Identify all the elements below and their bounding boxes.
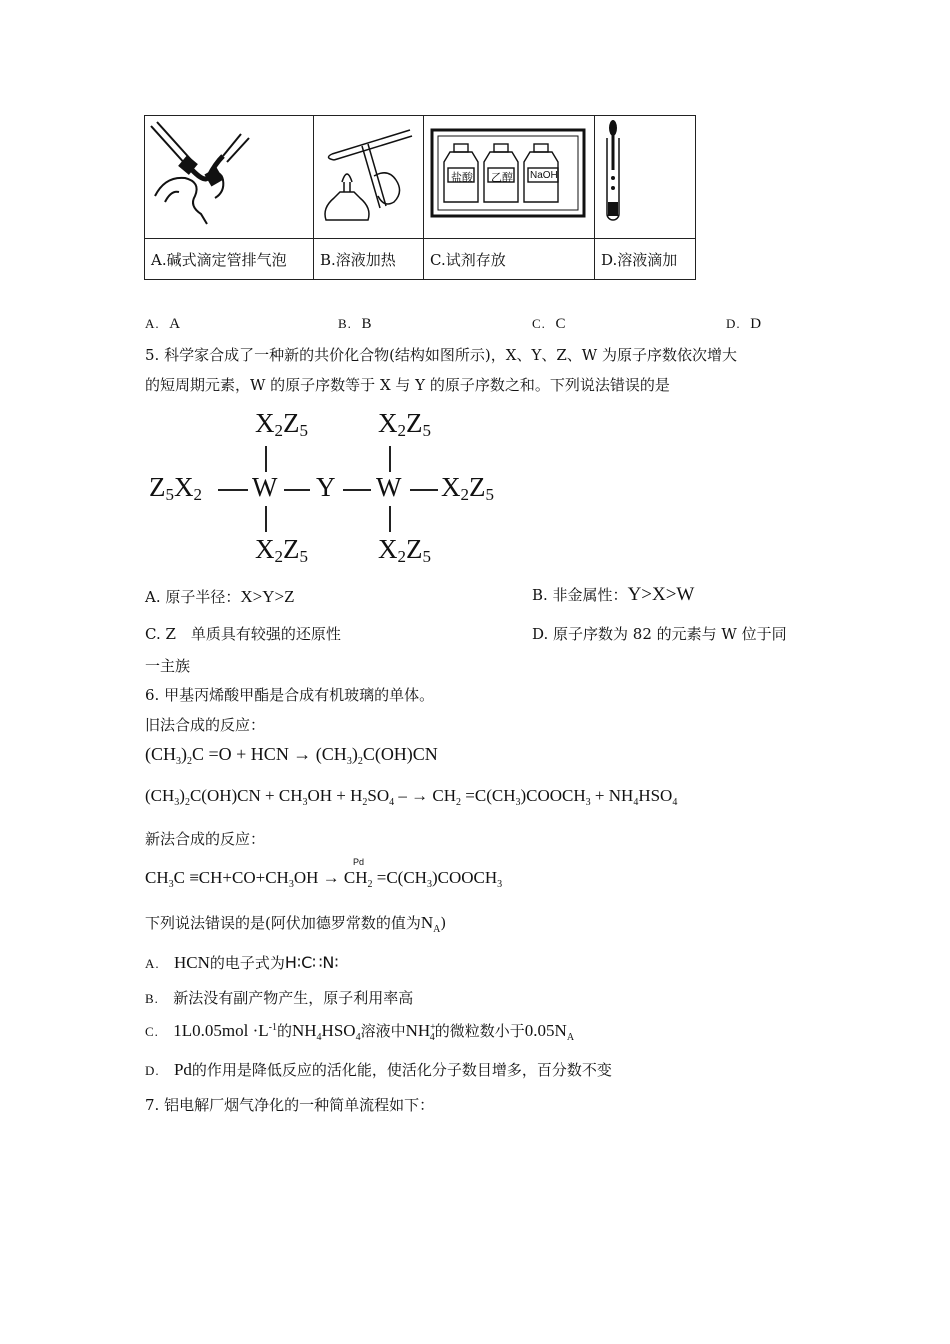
q6-option-d[interactable]: D. Pd的作用是降低反应的活化能，使活化分子数目增多，百分数不变: [145, 1060, 612, 1079]
bottle-label-naoh: NaOH: [530, 170, 558, 181]
struct-w2: W: [376, 472, 402, 502]
bond-right: [410, 489, 438, 491]
caption-a: A.碱式滴定管排气泡: [145, 239, 314, 280]
catalyst-label: Pd: [353, 857, 365, 867]
q4-choice-a[interactable]: A. A: [145, 316, 181, 332]
struct-bottom-right: $X_2Z_5$: [378, 534, 431, 566]
reagent-storage-image: [424, 116, 595, 239]
caption-d: D.溶液滴加: [595, 239, 696, 280]
q5-option-d-line2: 一主族: [145, 657, 191, 675]
q6-option-b[interactable]: B. 新法没有副产物产生，原子利用率高: [145, 989, 414, 1007]
q6-question: 下列说法错误的是(阿伏加德罗常数的值为$N_A$): [145, 913, 447, 935]
old-reaction-2: $(CH_3)_2C(OH)CN + CH_3OH + H_2SO_4$ – → $CH_2$ $=C(CH_3)COOCH_3 + NH_4HSO_4$: [145, 786, 678, 808]
struct-right: $X_2Z_5$: [441, 472, 494, 504]
struct-top-left: $X_2Z_5$: [255, 408, 308, 440]
new-reaction: $CH_3C \equiv CH+CO+CH_3OH \to CH_2$ $=C(CH_3)COOCH_3$: [145, 868, 503, 890]
struct-bottom-left: $X_2Z_5$: [255, 534, 308, 566]
q4-choice-b[interactable]: B. B: [338, 316, 372, 332]
heating-solution-image: [314, 116, 424, 239]
caption-c: C.试剂存放: [424, 239, 595, 280]
q6-stem: 6. 甲基丙烯酸甲酯是合成有机玻璃的单体。: [145, 686, 435, 704]
bond-bottom-right: [389, 506, 391, 532]
struct-left: $Z_5X_2$: [149, 472, 202, 504]
q5-option-c[interactable]: C. Z 单质具有较强的还原性: [145, 625, 341, 643]
bond-y-w2: [343, 489, 371, 491]
q5-option-a[interactable]: A. 原子半径：X>Y>Z: [145, 587, 295, 606]
bond-top-left: [265, 446, 267, 472]
q7-stem: 7. 铝电解厂烟气净化的一种简单流程如下：: [145, 1096, 435, 1114]
q6-option-c[interactable]: C. $1L0.05mol \cdot L^{-1}$的$NH_4HSO_4$溶液中$NH^+_4$的微粒数小于$0.05N_A$: [145, 1021, 575, 1043]
apparatus-table: [144, 115, 696, 280]
struct-top-right: $X_2Z_5$: [378, 408, 431, 440]
struct-y: Y: [316, 472, 336, 502]
struct-w1: W: [252, 472, 278, 502]
bond-top-right: [389, 446, 391, 472]
q6-new-title: 新法合成的反应：: [145, 830, 266, 848]
caption-b: B.溶液加热: [314, 239, 424, 280]
q6-old-title: 旧法合成的反应：: [145, 716, 266, 734]
bond-bottom-left: [265, 506, 267, 532]
bottle-label-hcl: 盐酸: [451, 171, 473, 184]
q4-choice-d[interactable]: D. D: [726, 316, 762, 332]
q5-stem-line1: 5. 科学家合成了一种新的共价化合物(结构如图所示)，X、Y、Z、W 为原子序数依次增大: [145, 346, 737, 364]
bond-left: [218, 489, 248, 491]
q6-option-a[interactable]: A. HCN的电子式为H∶C∷N∶: [145, 953, 339, 972]
dropper-image: [595, 116, 696, 239]
old-reaction-1: $(CH_3)_2C =O$ + HCN → $(CH_3)_2C(OH)CN$: [145, 744, 438, 767]
q5-stem-line2: 的短周期元素，W 的原子序数等于 X 与 Y 的原子序数之和。下列说法错误的是: [145, 376, 670, 394]
bond-w1-y: [284, 489, 310, 491]
q4-choice-c[interactable]: C. C: [532, 316, 566, 332]
bottle-label-ethanol: 乙醇: [491, 171, 513, 184]
q5-option-b[interactable]: B. 非金属性：Y>X>W: [532, 584, 695, 605]
burette-bubble-image: [145, 116, 314, 239]
q5-option-d-line1[interactable]: D. 原子序数为 82 的元素与 W 位于同: [532, 625, 787, 643]
